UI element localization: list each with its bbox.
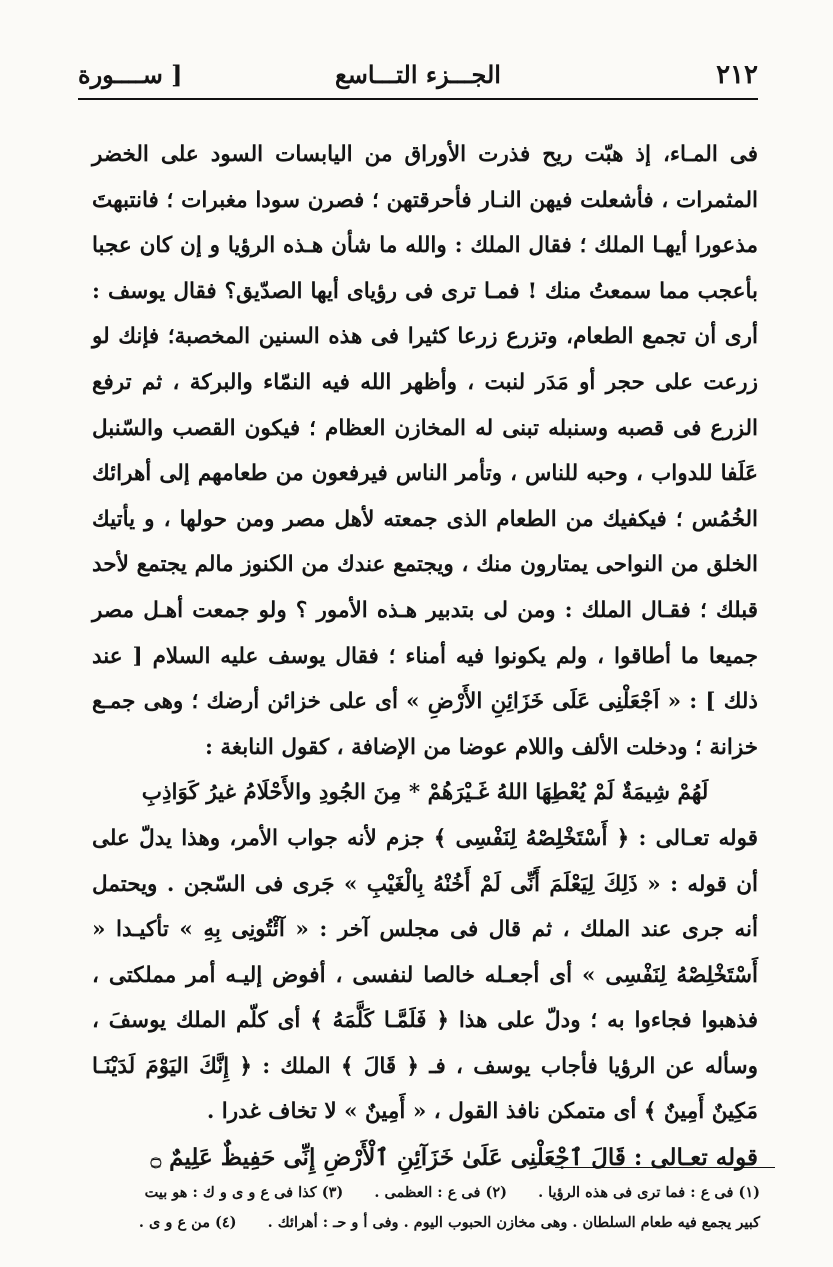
header-rule bbox=[78, 98, 758, 100]
page-header bbox=[78, 54, 758, 98]
footnote-4: (٤) من ع و ى . bbox=[138, 1214, 237, 1231]
paragraph: فى المـاء، إذ هبّت ريح فذرت الأوراق من اليابسات السود على الخضر المثمرات ، فأشعلت فيهن النـار فأحرقتهن ؛ فصرن سودا مغبرات ؛ فانتبهتَ مذعورا أيهـا الملك ؛ فقال الملك : والله ما شأن هـذه الرؤيا و إن كان عجبا بأعجب مما سمعتُ منك ! فمـا ترى فى رؤياى أيها الصدّيق؟ فقال يوسف : أرى أن تجمع الطعام، وتزرع زرعا كثيرا فى هذه السنين المخصبة؛ فإنك لو زرعت على حجر أو مَدَر لنبت ، وأظهر الله فيه النمّاء والبركة ، ثم ترفع الزرع فى قصبه وسنبله تبنى له المخازن العظام ؛ فيكون القصب والسّنبل عَلَفا للدواب ، وحبه للناس ، وتأمر الناس فيرفعون من طعامهم إلى أهرائك الخُمُس ؛ فيكفيك من الطعام الذى جمعته لأهل مصر ومن حولها ، و يأتيك الخلق من النواحى يمتارون منك ، ويجتمع عندك من الكنوز مالم يجتمع لأحد قبلك ؛ فقـال الملك : ومن لى بتدبير هـذه الأمور ؟ ولو جمعت أهـل مصر جميعا ما أطاقوا ، ولم يكونوا فيه أمناء ؛ فقال يوسف عليه السلام [ عند ذلك ] : « اَجْعَلْنِى عَلَى خَزَائِنِ الأَرْضِ » أى على خزائن أرضك ؛ وهى جمـع خزانة ؛ ودخلت الألف واللام عوضا من الإضافة ، كقول النابغة : bbox=[92, 142, 758, 760]
footnote-3: (٣) كذا فى ع و ى و ك : هو بيت bbox=[144, 1184, 344, 1201]
verse-lead: قوله تعـالى : bbox=[633, 1144, 758, 1172]
main-text bbox=[92, 132, 758, 1183]
quran-verse: قَالَ ٱجْعَلْنِى عَلَىٰ خَزَآئِنِ ٱلْأَرْضِ إِنِّى حَفِيظٌ عَلِيمٌ bbox=[169, 1144, 626, 1172]
footnote-line-1 bbox=[72, 1178, 760, 1208]
footnote-line-2 bbox=[72, 1208, 760, 1238]
page-number: ٢١٢ bbox=[716, 60, 758, 90]
surah-title: [ ســــورة bbox=[78, 60, 183, 89]
footnotes bbox=[72, 1178, 760, 1238]
footnote-separator bbox=[555, 1167, 775, 1168]
verse-end-marker: ۝ bbox=[150, 1149, 162, 1171]
verse-heading bbox=[92, 1135, 758, 1183]
part-title: الجـــزء التـــاسع bbox=[335, 60, 501, 89]
paragraph: قوله تعـالى : ﴿ أَسْتَخْلِصْهُ لِنَفْسِى ﴾ جزم لأنه جواب الأمر، وهذا يدلّ على أن قوله : « ذَلِكَ لِيَعْلَمَ أَنِّى لَمْ أَخُنْهُ بِالْغَيْبِ » جَرى فى السّجن . ويحتمل أنه جرى عند الملك ، ثم قال فى مجلس آخر : « آئْتُونِى بِهِ » تأكيـدا « أَسْتَخْلِصْهُ لِنَفْسِى » أى أجعـله خالصا لنفسى ، أفوض إليـه أمر مملكتى ، فذهبوا فجاءوا به ؛ ودلّ على هذا ﴿ فَلَمَّـا كَلَّمَهُ ﴾ أى كلّم الملك يوسفَ ، وسأله عن الرؤيا فأجاب يوسف ، فـ ﴿ قَالَ ﴾ الملك : ﴿ إِنَّكَ اليَوْمَ لَدَيْنَـا مَكِينٌ أَمِينٌ ﴾ أى متمكن نافذ القول ، « أَمِينٌ » لا تخاف غدرا . bbox=[92, 825, 758, 1125]
poetry-verse: لَهُمْ شِيمَةٌ لَمْ يُعْطِهَا اللهُ غَـيْرَهُمْ * مِنَ الجُودِ والأَحْلَامُ غيرُ كَوَاذِبِ bbox=[141, 780, 709, 806]
footnote-1: (١) فى ع : فما ترى فى هذه الرؤيا . bbox=[538, 1184, 760, 1201]
footnote-3-continued: كبير يجمع فيه طعام السلطان . وهى مخازن الحبوب اليوم . وفى أ و حـ : أهرائك . bbox=[267, 1214, 760, 1231]
footnote-2: (٢) فى ع : العظمى . bbox=[374, 1184, 507, 1201]
